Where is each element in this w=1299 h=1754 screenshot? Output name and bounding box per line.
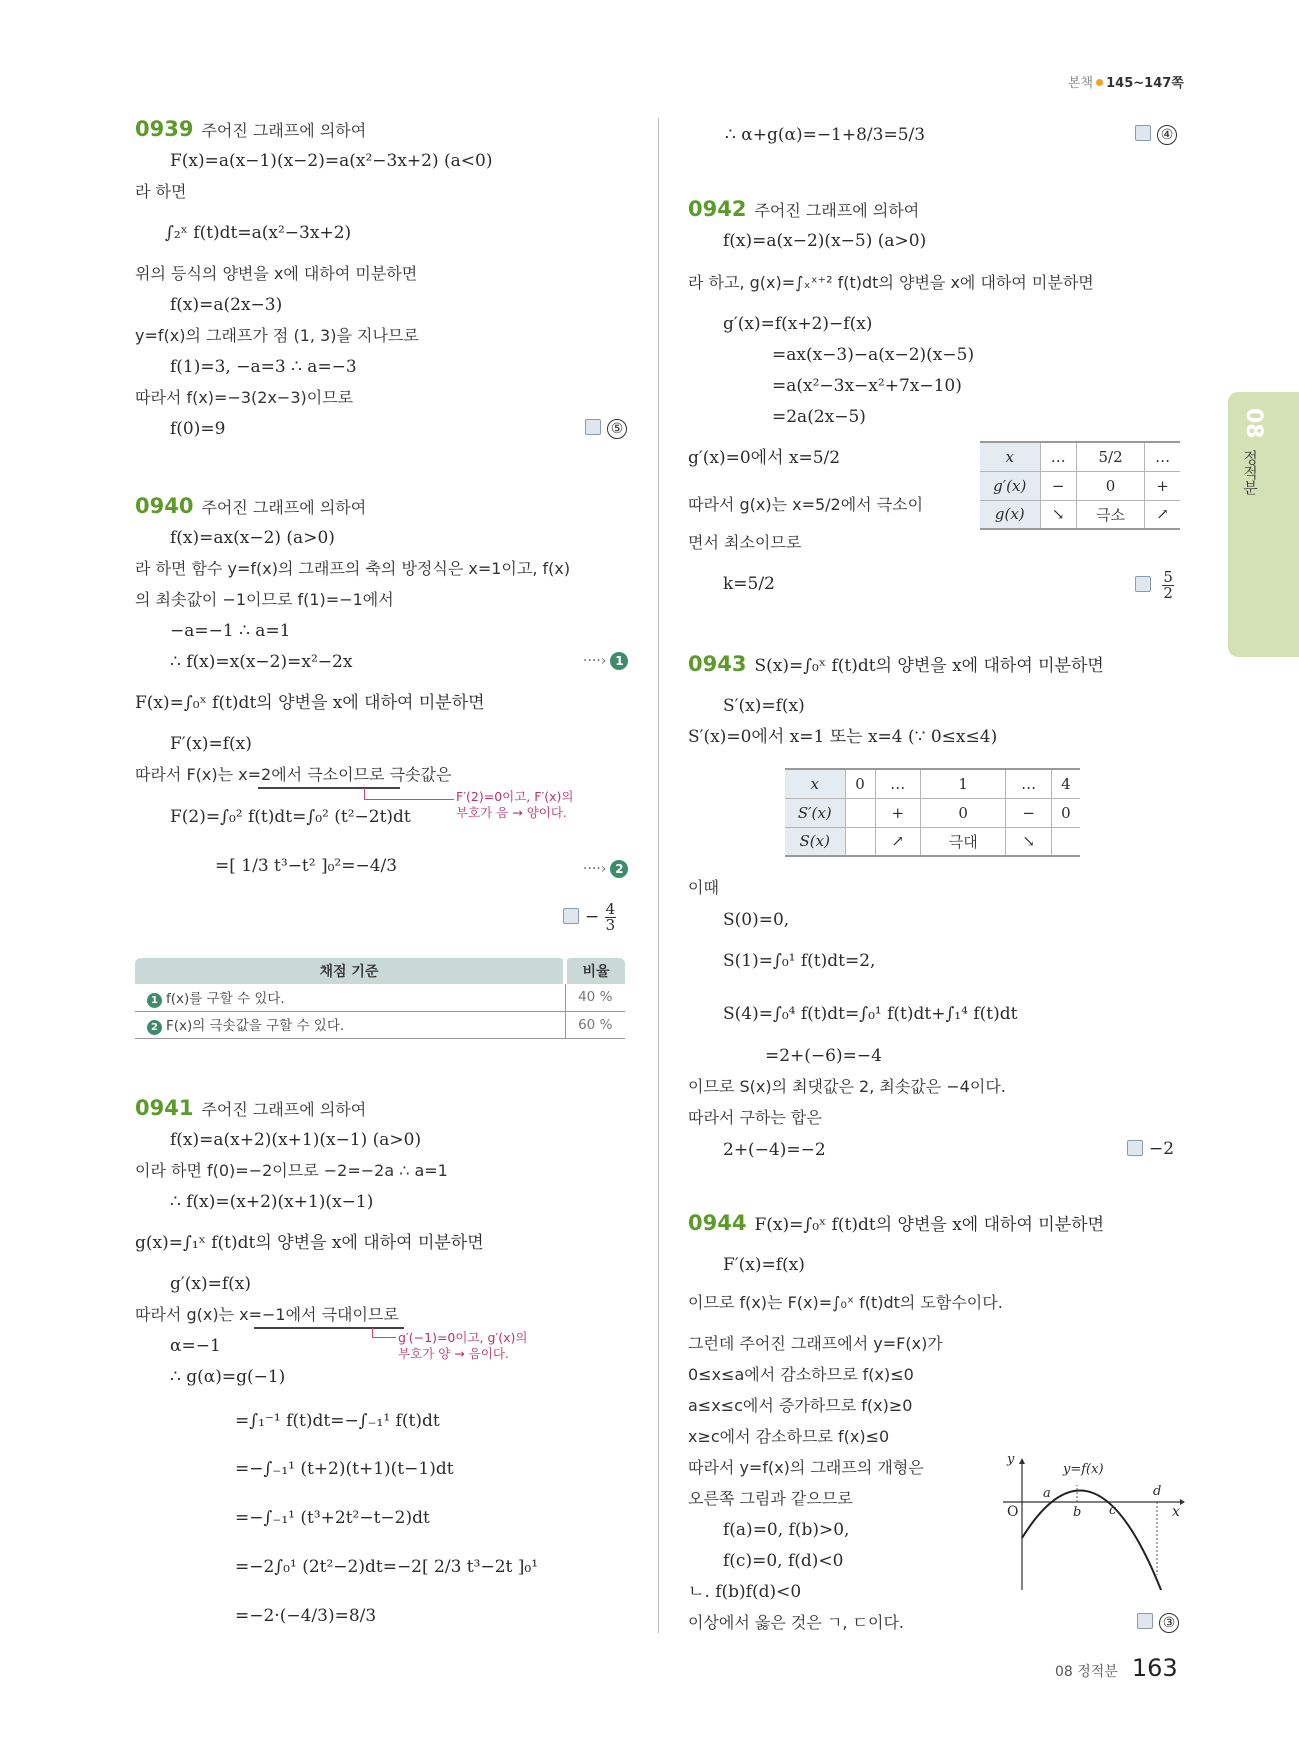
equation: f(x)=ax(x−2) (a>0) xyxy=(170,528,335,548)
answer-mark-icon xyxy=(1135,576,1151,592)
equation: =[ 1/3 t³−t² ]₀²=−4/3 xyxy=(215,856,398,876)
chapter-title: 정적분 xyxy=(1241,450,1259,495)
equation: S(1)=∫₀¹ f(t)dt=2, xyxy=(723,951,876,971)
equation: f(x)=a(x+2)(x+1)(x−1) (a>0) xyxy=(170,1130,422,1150)
equation: f(1)=3, −a=3 ∴ a=−3 xyxy=(170,357,357,377)
text-line: 오른쪽 그림과 같으므로 xyxy=(688,1489,853,1508)
table-row: 1 f(x)를 구할 수 있다. 40 % xyxy=(135,984,625,1011)
problem-0941-heading: 0941 주어진 그래프에 의하여 xyxy=(135,1096,367,1120)
text-line: 이상에서 옳은 것은 ㄱ, ㄷ이다. xyxy=(688,1613,904,1632)
problem-0942-heading: 0942 주어진 그래프에 의하여 xyxy=(688,197,920,221)
equation: f(0)=9 xyxy=(170,419,226,439)
text-line: 따라서 구하는 합은 xyxy=(688,1108,822,1127)
page-footer xyxy=(1055,1654,1178,1682)
increase-decrease-table-0942: x … 5/2 … g′(x) − 0 + g(x) ↘ 극소 ↗ xyxy=(980,441,1180,530)
equation: F(x)=a(x−1)(x−2)=a(x²−3x+2) (a<0) xyxy=(170,151,493,171)
equation: f(x)=a(2x−3) xyxy=(170,295,283,315)
text-line: y=f(x)의 그래프가 점 (1, 3)을 지나므로 xyxy=(135,326,419,345)
answer-choice: ④ xyxy=(1157,125,1177,145)
text-line: 라 하면 xyxy=(135,182,187,201)
bullet-dot-icon xyxy=(1096,79,1103,86)
equation: =2a(2x−5) xyxy=(772,407,866,427)
equation: F′(x)=f(x) xyxy=(723,1255,805,1275)
answer-choice: ⑤ xyxy=(607,419,627,439)
equation: =−2·(−4/3)=8/3 xyxy=(235,1606,377,1626)
answer-mark-icon xyxy=(1135,125,1151,141)
equation: =2+(−6)=−4 xyxy=(765,1046,882,1066)
text-line: 이므로 S(x)의 최댓값은 2, 최솟값은 −4이다. xyxy=(688,1077,1006,1096)
side-note: F′(2)=0이고, F′(x)의 부호가 음 → 양이다. xyxy=(456,789,574,820)
answer-0941 xyxy=(1135,124,1177,145)
note-leader-line xyxy=(364,788,454,800)
page-reference xyxy=(1068,72,1184,91)
chapter-number: 08 xyxy=(1241,408,1266,439)
equation: F′(x)=f(x) xyxy=(170,734,252,754)
answer-0942 xyxy=(1135,570,1174,601)
note-leader-line xyxy=(372,1328,396,1338)
grading-criteria-table xyxy=(135,958,625,1039)
equation: =ax(x−3)−a(x−2)(x−5) xyxy=(772,345,975,365)
answer-mark-icon xyxy=(1137,1613,1153,1629)
text-line: 라 하면 함수 y=f(x)의 그래프의 축의 방정식은 x=1이고, f(x) xyxy=(135,559,571,578)
answer-choice: ③ xyxy=(1159,1613,1179,1633)
text-line: 라 하고, g(x)=∫ₓˣ⁺² f(t)dt의 양변을 x에 대하여 미분하면 xyxy=(688,273,1094,292)
equation: ∫₂ˣ f(t)dt=a(x²−3x+2) xyxy=(165,223,352,243)
function-graph: y x O y=f(x) a b c d xyxy=(995,1450,1185,1590)
equation: g′(x)=f(x+2)−f(x) xyxy=(723,314,873,334)
equation: =−∫₋₁¹ (t+2)(t+1)(t−1)dt xyxy=(235,1459,454,1479)
problem-0944-heading: 0944 F(x)=∫₀ˣ f(t)dt의 양변을 x에 대하여 미분하면 xyxy=(688,1211,1104,1235)
problem-number: 0942 xyxy=(688,197,747,221)
text-line: 따라서 F(x)는 x=2에서 극소이므로 극솟값은 xyxy=(135,765,452,784)
page-number: 163 xyxy=(1131,1654,1178,1682)
side-note: g′(−1)=0이고, g′(x)의 부호가 양 → 음이다. xyxy=(398,1330,528,1361)
equation: ㄴ. f(b)f(d)<0 xyxy=(688,1582,802,1602)
footer-chapter: 08 정적분 xyxy=(1055,1664,1118,1680)
equation: F(x)=∫₀ˣ f(t)dt의 양변을 x에 대하여 미분하면 xyxy=(135,693,485,713)
text-line: a≤x≤c에서 증가하므로 f(x)≥0 xyxy=(688,1396,913,1415)
equation: ∴ α+g(α)=−1+8/3=5/3 xyxy=(725,125,926,145)
equation: =−2∫₀¹ (2t²−2)dt=−2[ 2/3 t³−2t ]₀¹ xyxy=(235,1557,539,1577)
answer-0943: −2 xyxy=(1127,1139,1174,1159)
text-line: 따라서 f(x)=−3(2x−3)이므로 xyxy=(135,388,354,407)
text-line: 따라서 g(x)는 x=−1에서 극대이므로 xyxy=(135,1305,399,1324)
text-line: 이때 xyxy=(688,878,719,897)
equation: f(a)=0, f(b)>0, xyxy=(723,1520,850,1540)
problem-0939-heading: 0939 주어진 그래프에 의하여 xyxy=(135,117,367,141)
text-line: 이므로 f(x)는 F(x)=∫₀ˣ f(t)dt의 도함수이다. xyxy=(688,1293,1003,1312)
table-row: 2 F(x)의 극솟값을 구할 수 있다. 60 % xyxy=(135,1011,625,1038)
criteria-2-badge-icon: 2 xyxy=(147,1020,162,1035)
step-1-badge-icon: 1 xyxy=(610,652,628,670)
equation: S(4)=∫₀⁴ f(t)dt=∫₀¹ f(t)dt+∫₁⁴ f(t)dt xyxy=(723,1004,1018,1024)
equation: k=5/2 xyxy=(723,574,775,594)
criteria-1-badge-icon: 1 xyxy=(147,993,162,1008)
answer-fraction: $\frac{5}{2}$ xyxy=(1163,568,1173,602)
text-line: 의 최솟값이 −1이므로 f(1)=−1에서 xyxy=(135,590,394,609)
equation: S′(x)=f(x) xyxy=(723,696,805,716)
step-marker-1: ····› 1 xyxy=(583,652,628,670)
problem-number: 0944 xyxy=(688,1211,747,1235)
text-line: 면서 최소이므로 xyxy=(688,533,802,552)
equation: ∴ g(α)=g(−1) xyxy=(170,1367,286,1387)
answer-0944 xyxy=(1137,1612,1179,1633)
problem-number: 0940 xyxy=(135,494,194,518)
equation: =∫₁⁻¹ f(t)dt=−∫₋₁¹ f(t)dt xyxy=(235,1411,440,1431)
equation: F(2)=∫₀² f(t)dt=∫₀² (t²−2t)dt xyxy=(170,807,411,827)
step-2-badge-icon: 2 xyxy=(610,860,628,878)
equation: =−∫₋₁¹ (t³+2t²−t−2)dt xyxy=(235,1508,430,1528)
answer-mark-icon xyxy=(585,419,601,435)
text-line: 따라서 y=f(x)의 그래프의 개형은 xyxy=(688,1458,924,1477)
equation: g′(x)=0에서 x=5/2 xyxy=(688,448,841,468)
column-divider xyxy=(658,118,659,1633)
problem-number: 0941 xyxy=(135,1096,194,1120)
text-line: x≥c에서 감소하므로 f(x)≤0 xyxy=(688,1427,890,1446)
equation: S′(x)=0에서 x=1 또는 x=4 (∵ 0≤x≤4) xyxy=(688,727,998,747)
answer-0940: − $\frac{4}{3}$ xyxy=(563,902,616,933)
problem-0943-heading: 0943 S(x)=∫₀ˣ f(t)dt의 양변을 x에 대하여 미분하면 xyxy=(688,652,1104,676)
equation: ∴ f(x)=x(x−2)=x²−2x xyxy=(170,652,353,672)
problem-0940-heading: 0940 주어진 그래프에 의하여 xyxy=(135,494,367,518)
criteria-header: 채점 기준 xyxy=(135,958,565,984)
problem-number: 0943 xyxy=(688,652,747,676)
problem-number: 0939 xyxy=(135,117,194,141)
text-line: 위의 등식의 양변을 x에 대하여 미분하면 xyxy=(135,264,418,283)
step-marker-2: ····› 2 xyxy=(583,860,628,878)
equation: f(x)=a(x−2)(x−5) (a>0) xyxy=(723,231,927,251)
text-line: 이라 하면 f(0)=−2이므로 −2=−2a ∴ a=1 xyxy=(135,1161,448,1180)
chapter-side-tab xyxy=(1228,392,1299,657)
answer-fraction: $\frac{4}{3}$ xyxy=(605,900,616,934)
equation: f(c)=0, f(d)<0 xyxy=(723,1551,844,1571)
answer-mark-icon xyxy=(563,908,579,924)
equation: g(x)=∫₁ˣ f(t)dt의 양변을 x에 대하여 미분하면 xyxy=(135,1233,484,1253)
increase-decrease-table-0943: x 0 … 1 … 4 S′(x) + 0 − 0 S(x) ↗ 극대 ↘ xyxy=(785,768,1080,857)
text-line: 0≤x≤a에서 감소하므로 f(x)≤0 xyxy=(688,1365,914,1384)
equation: S(0)=0, xyxy=(723,910,790,930)
answer-0939 xyxy=(585,418,627,439)
text-line: 따라서 g(x)는 x=5/2에서 극소이 xyxy=(688,495,924,514)
equation: g′(x)=f(x) xyxy=(170,1274,251,1294)
answer-mark-icon xyxy=(1127,1140,1143,1156)
page-range: 145~147쪽 xyxy=(1106,76,1184,91)
equation: =a(x²−3x−x²+7x−10) xyxy=(772,376,962,396)
equation: α=−1 xyxy=(170,1336,221,1356)
book-label: 본책 xyxy=(1068,76,1094,91)
equation: ∴ f(x)=(x+2)(x+1)(x−1) xyxy=(170,1192,374,1212)
equation: −a=−1 ∴ a=1 xyxy=(170,621,291,641)
rate-header: 비율 xyxy=(565,958,625,984)
text-line: 그런데 주어진 그래프에서 y=F(x)가 xyxy=(688,1334,943,1353)
equation: 2+(−4)=−2 xyxy=(723,1140,826,1160)
